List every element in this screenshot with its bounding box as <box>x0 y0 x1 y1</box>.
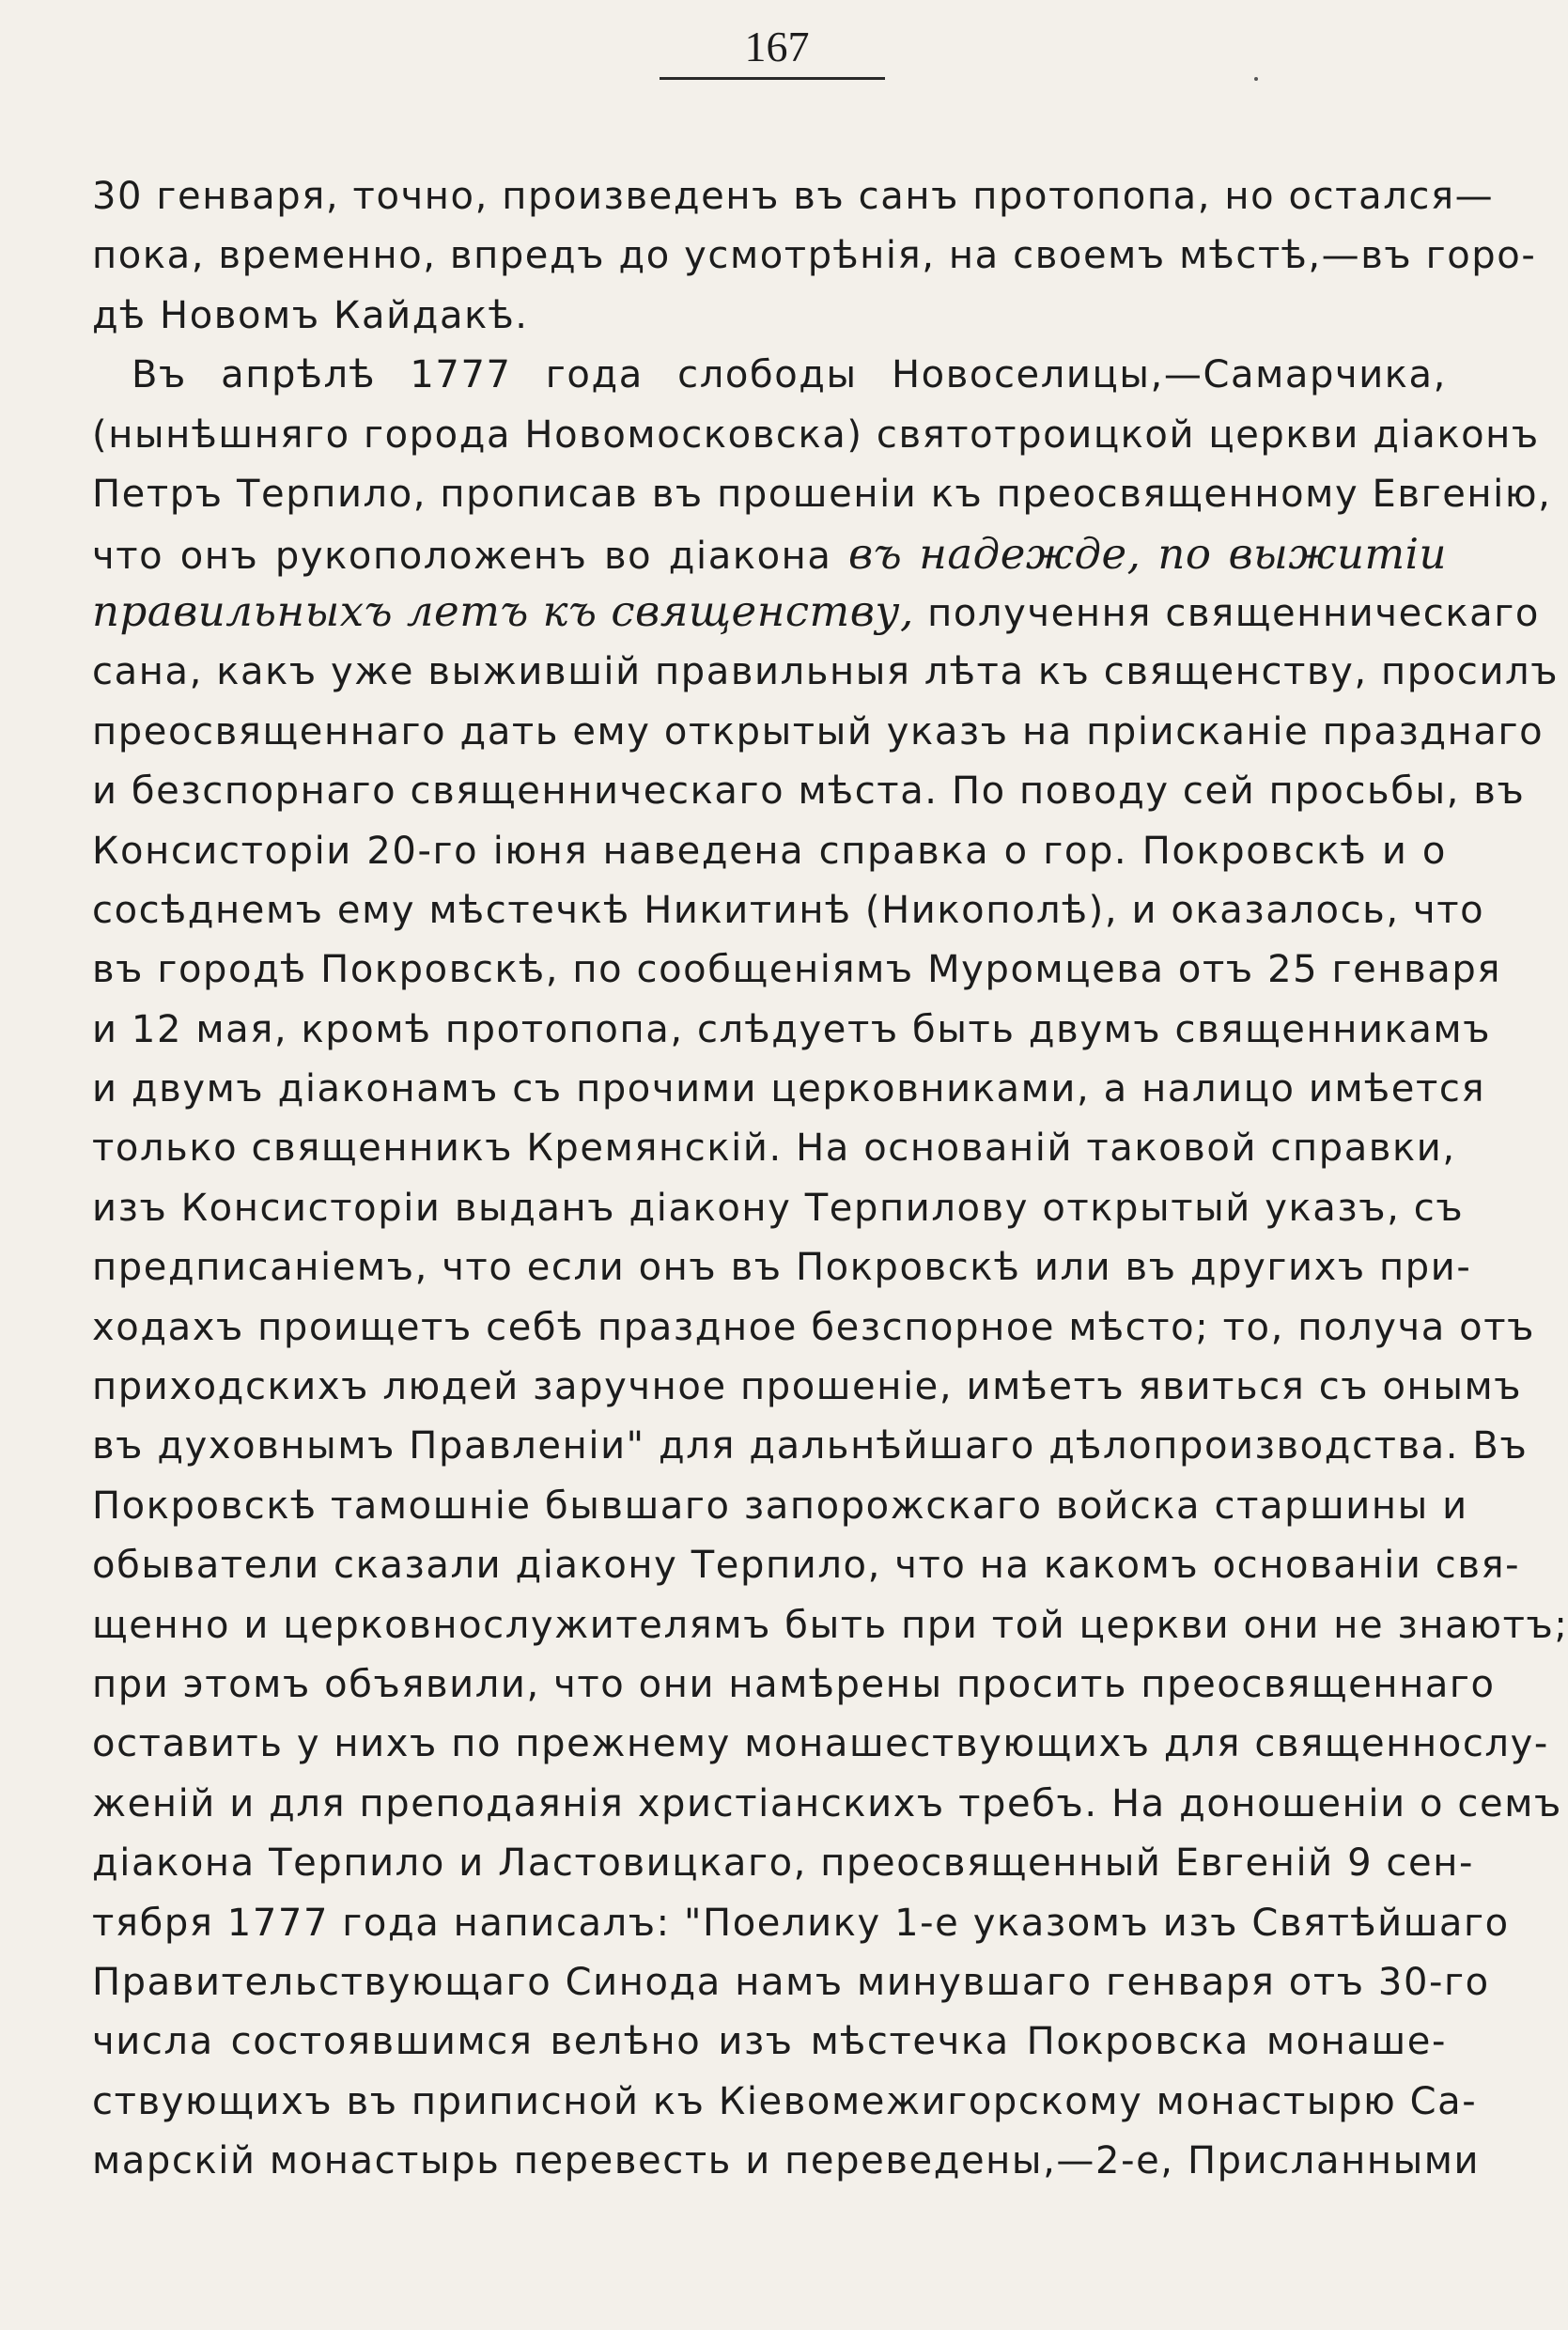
print-speck <box>1254 77 1258 81</box>
text-line-italic: въ надежде, по выжитіи <box>848 529 1447 580</box>
text-line: Покровскѣ тамошніе бывшаго запорожскаго войска старшины и <box>92 1483 1468 1528</box>
text-line: оставить у нихъ по прежнему монашествующихъ для священнослу- <box>92 1722 1549 1766</box>
text-line: предписаніемъ, что если онъ въ Покровскѣ или въ другихъ при- <box>92 1246 1472 1290</box>
text-line: пока, временно, впредъ до усмотрѣнія, на своемъ мѣстѣ,—въ горо- <box>92 234 1537 278</box>
text-line: обыватели сказали діакону Терпило, что на какомъ основаніи свя- <box>92 1544 1521 1588</box>
text-line: преосвященнаго дать ему открытый указъ на пріисканіе празднаго <box>92 709 1545 753</box>
text-line: дѣ Новомъ Кайдакѣ. <box>92 293 529 337</box>
text-line: сосѣднемъ ему мѣстечкѣ Никитинѣ (Никополѣ), и оказалось, что <box>92 888 1485 932</box>
text-line: (нынѣшняго города Новомосковска) святотроицкой церкви діаконъ <box>92 412 1540 457</box>
text-line: изъ Консисторіи выданъ діакону Терпилову открытый указъ, съ <box>92 1186 1465 1230</box>
text-line-plain: получення священническаго <box>927 592 1540 636</box>
text-line: и двумъ діаконамъ съ прочими церковниками, а налицо имѣется <box>92 1067 1486 1111</box>
text-line-plain: что онъ рукоположенъ во діакона <box>92 535 832 579</box>
text-line: только священникъ Кремянскій. На основаній таковой справки, <box>92 1126 1456 1171</box>
text-line: числа состоявшимся велѣно изъ мѣстечка Покровска монаше- <box>92 2020 1447 2064</box>
page-header <box>0 19 1554 75</box>
text-line <box>92 524 1447 581</box>
text-line: Консисторіи 20-го іюня наведена справка о гор. Покровскѣ и о <box>92 829 1447 873</box>
text-line: Правительствующаго Синода намъ минувшаго генваря отъ 30-го <box>92 1960 1490 2004</box>
text-line: приходскихъ людей заручное прошеніе, имѣетъ явиться съ онымъ <box>92 1365 1523 1409</box>
text-line: при этомъ объявили, что они намѣрены просить преосвященнаго <box>92 1662 1496 1706</box>
text-line: въ городѣ Покровскѣ, по сообщеніямъ Муромцева отъ 25 генваря <box>92 948 1502 992</box>
text-line: діакона Терпило и Ластовицкаго, преосвященный Евгеній 9 сен- <box>92 1841 1475 1886</box>
text-line: женій и для преподаянія христіанскихъ требъ. На доношеніи о семъ <box>92 1781 1562 1825</box>
text-line: и безспорнаго священническаго мѣста. По поводу сей просьбы, въ <box>92 769 1526 814</box>
text-line: марскій монастырь перевесть и переведены,—2-е, Присланными <box>92 2139 1481 2183</box>
text-line: щенно и церковнослужителямъ быть при той церкви они не знаютъ; <box>92 1603 1568 1647</box>
page-number-rule <box>660 77 885 80</box>
body-text <box>92 167 1568 2192</box>
text-line: 30 генваря, точно, произведенъ въ санъ протопопа, но остался— <box>92 175 1495 218</box>
text-line: въ духовнымъ Правленіи" для дальнѣйшаго дѣлопроизводства. Въ <box>92 1424 1529 1468</box>
page-number: 167 <box>744 23 810 70</box>
text-line: ходахъ проищетъ себѣ праздное безспорное мѣсто; то, получа отъ <box>92 1305 1535 1349</box>
text-line: сана, какъ уже выжившій правильныя лѣта къ священству, просилъ <box>92 650 1560 694</box>
text-line: и 12 мая, кромѣ протопопа, слѣдуетъ быть двумъ священникамъ <box>92 1007 1492 1051</box>
text-line <box>92 581 1540 643</box>
text-line: Петръ Терпило, прописав въ прошеніи къ преосвященному Евгенію, <box>92 472 1552 516</box>
text-line-italic: правильныхъ летъ къ священству, <box>92 586 914 637</box>
text-line: Въ апрѣлѣ 1777 года слободы Новоселицы,—Самарчика, <box>132 353 1447 397</box>
text-line: ствующихъ въ приписной къ Кіевомежигорскому монастырю Са- <box>92 2079 1478 2123</box>
text-line: тября 1777 года написалъ: "Поелику 1-е указомъ изъ Святѣйшаго <box>92 1901 1510 1945</box>
